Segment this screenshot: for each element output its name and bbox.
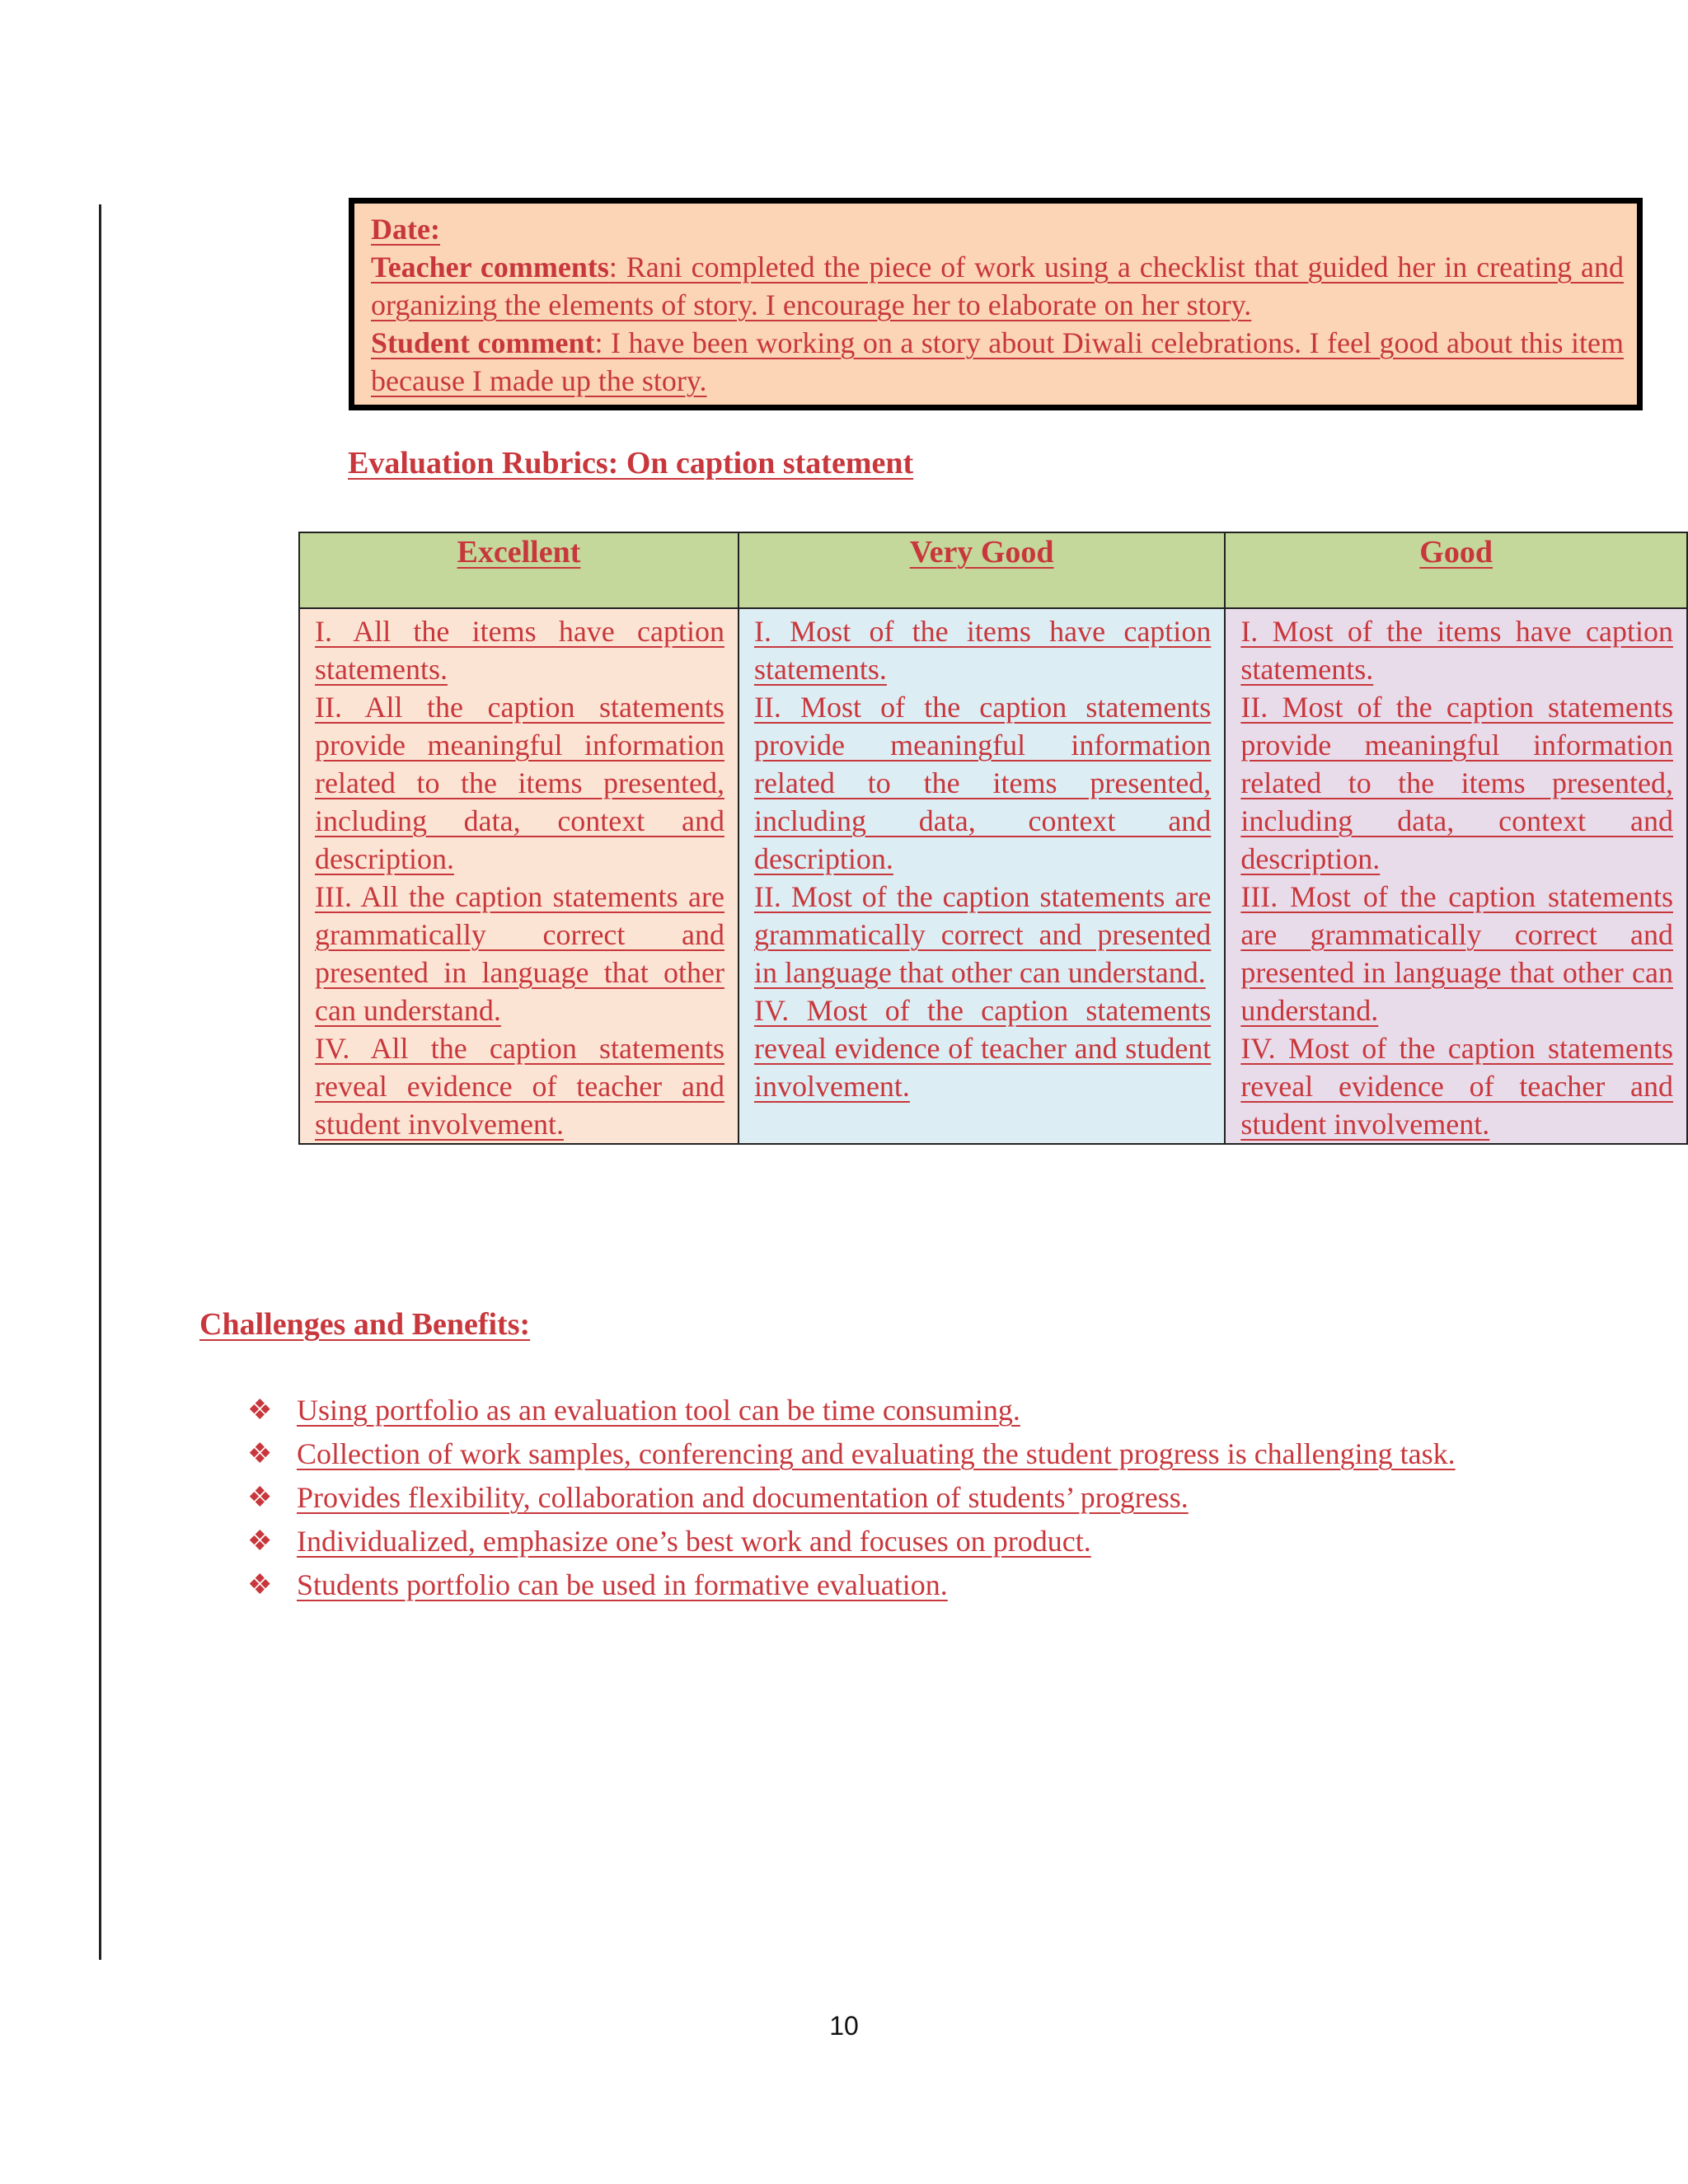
header-very-good-label: Very Good <box>909 535 1054 569</box>
date-line <box>371 210 1624 248</box>
diamond-bullet-icon: ❖ <box>247 1570 273 1601</box>
student-comment <box>371 324 1624 400</box>
diamond-bullet-icon: ❖ <box>247 1439 273 1469</box>
excellent-criterion: II. All the caption statements provide meaningful information related to the items presented, including data, context and description. <box>315 691 724 875</box>
rubric-table <box>298 532 1688 1145</box>
list-item <box>247 1520 1492 1563</box>
comment-box <box>349 198 1643 410</box>
list-item-text: Provides flexibility, collaboration and documentation of students’ progress. <box>297 1481 1189 1514</box>
very-good-criterion: II. Most of the caption statements provide meaningful information related to the items presented, including data, context and description. <box>753 691 1212 875</box>
excellent-criterion: I. All the items have caption statements. <box>315 615 724 686</box>
good-criterion: I. Most of the items have caption statements. <box>1240 615 1673 686</box>
list-item-text: Using portfolio as an evaluation tool can be time consuming. <box>297 1394 1020 1427</box>
challenges-title: Challenges and Benefits: <box>199 1307 531 1342</box>
header-good <box>1225 532 1687 608</box>
very-good-criterion: IV. Most of the caption statements reveal evidence of teacher and student involvement. <box>753 994 1212 1103</box>
very-good-criterion: I. Most of the items have caption statements. <box>753 615 1212 686</box>
list-item <box>247 1563 1492 1607</box>
challenges-list <box>247 1389 1492 1607</box>
header-good-label: Good <box>1419 535 1493 569</box>
good-criterion: IV. Most of the caption statements reveal evidence of teacher and student involvement. <box>1240 1032 1673 1141</box>
date-label: Date: <box>371 213 440 246</box>
left-margin-rule <box>99 204 101 1960</box>
good-criterion: III. Most of the caption statements are grammatically correct and presented in language that other can understand. <box>1240 880 1673 1027</box>
good-cell <box>1225 608 1687 1144</box>
teacher-comment <box>371 248 1624 324</box>
list-item-text: Collection of work samples, conferencing and evaluating the student progress is challenging task. <box>297 1437 1456 1470</box>
list-item-text: Individualized, emphasize one’s best work and focuses on product. <box>297 1525 1091 1558</box>
student-comment-text: : I have been working on a story about Diwali celebrations. I feel good about this item because I made up the story. <box>371 326 1625 397</box>
list-item <box>247 1389 1492 1432</box>
excellent-criterion: III. All the caption statements are grammatically correct and presented in language that other can understand. <box>315 880 724 1027</box>
very-good-criterion: II. Most of the caption statements are grammatically correct and presented in language that other can understand. <box>753 880 1212 989</box>
list-item-text: Students portfolio can be used in formative evaluation. <box>297 1568 948 1601</box>
student-comment-label: Student comment <box>371 326 595 359</box>
teacher-comment-label: Teacher comments <box>371 251 609 284</box>
header-excellent-label: Excellent <box>457 535 581 569</box>
rubric-title: Evaluation Rubrics: On caption statement <box>348 446 914 480</box>
rubric-header-row <box>299 532 1687 608</box>
excellent-cell <box>299 608 738 1144</box>
list-item <box>247 1432 1492 1476</box>
diamond-bullet-icon: ❖ <box>247 1483 273 1513</box>
very-good-cell <box>738 608 1225 1144</box>
header-very-good <box>738 532 1225 608</box>
diamond-bullet-icon: ❖ <box>247 1526 273 1557</box>
teacher-comment-text: : Rani completed the piece of work using a checklist that guided her in creating and organizing the elements of story. I encourage her to elaborate on her story. <box>371 251 1625 321</box>
rubric-body-row <box>299 608 1687 1144</box>
excellent-criterion: IV. All the caption statements reveal evidence of teacher and student involvement. <box>315 1032 724 1141</box>
diamond-bullet-icon: ❖ <box>247 1395 273 1426</box>
header-excellent <box>299 532 738 608</box>
good-criterion: II. Most of the caption statements provide meaningful information related to the items presented, including data, context and description. <box>1240 691 1673 875</box>
page-number: 10 <box>829 2011 859 2041</box>
list-item <box>247 1476 1492 1520</box>
